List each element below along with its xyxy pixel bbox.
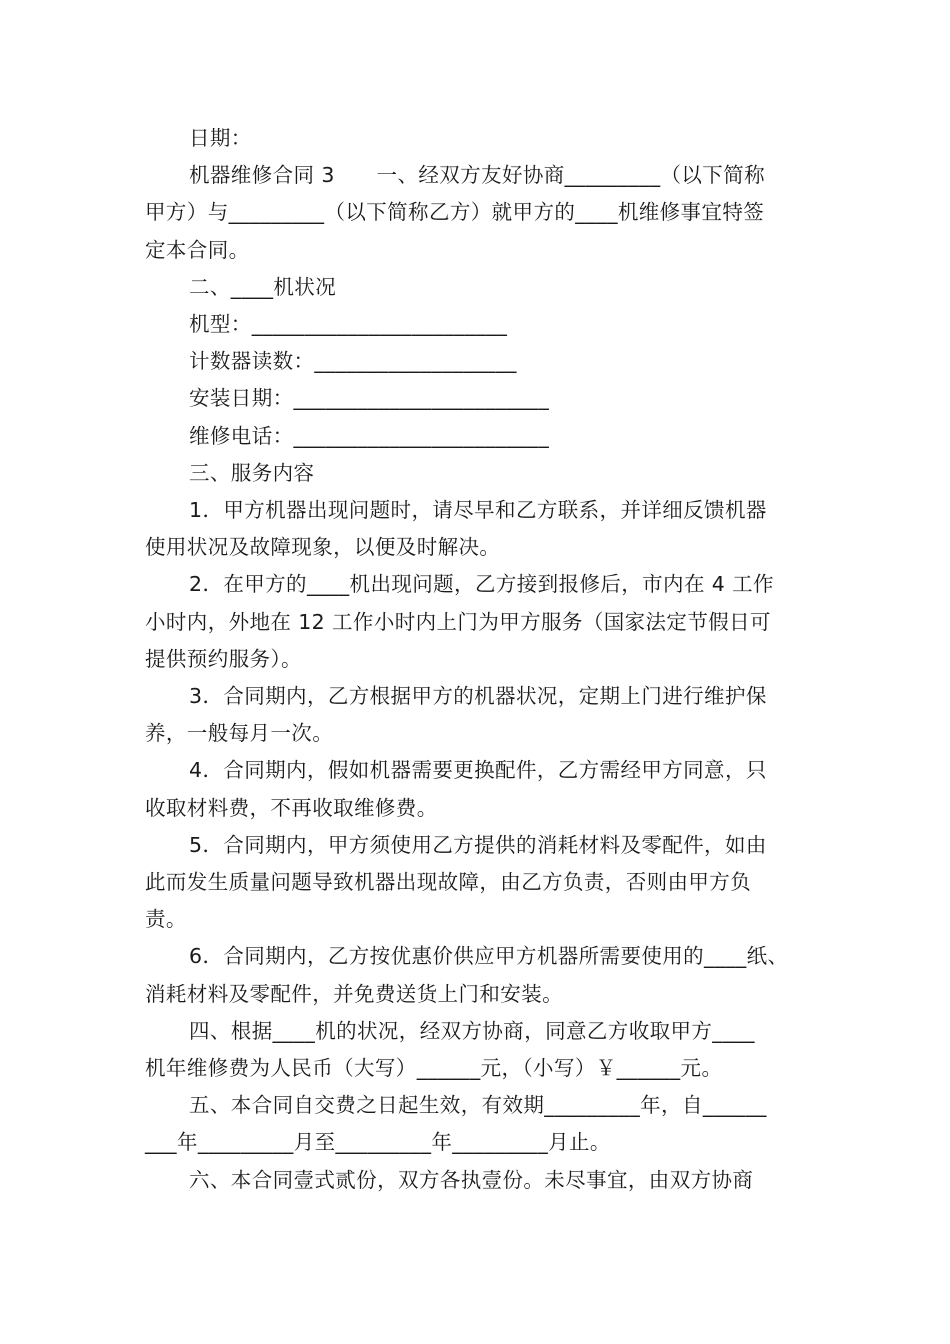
clause-3-line-2: 养，一般每月一次。 xyxy=(145,721,334,746)
clause-6-line-2: 消耗材料及零配件，并免费送货上门和安装。 xyxy=(145,981,563,1006)
section-six-line-1: 六、本合同壹式贰份，双方各执壹份。未尽事宜，由双方协商 xyxy=(189,1167,754,1192)
repair-phone-line: 维修电话：________________________ xyxy=(189,423,550,448)
clause-5-line-3: 责。 xyxy=(145,907,187,932)
contract-intro-line-3: 定本合同。 xyxy=(145,237,250,262)
section-four-line-1: 四、根据____机的状况，经双方协商，同意乙方收取甲方____ xyxy=(189,1018,755,1043)
install-date-line: 安装日期：________________________ xyxy=(189,386,550,411)
section-three-heading: 三、服务内容 xyxy=(189,460,315,485)
section-five-line-1: 五、本合同自交费之日起生效，有效期_________年，自______ xyxy=(189,1093,767,1118)
clause-4-line-1: 4．合同期内，假如机器需要更换配件，乙方需经甲方同意，只 xyxy=(189,758,767,783)
document-body xyxy=(145,120,810,1199)
contract-intro-line-2: 甲方）与_________（以下简称乙方）就甲方的____机维修事宜特签 xyxy=(145,200,765,225)
clause-2-line-2: 小时内，外地在 12 工作小时内上门为甲方服务（国家法定节假日可 xyxy=(145,609,771,634)
date-line: 日期： xyxy=(189,126,252,150)
clause-5-line-1: 5．合同期内，甲方须使用乙方提供的消耗材料及零配件，如由 xyxy=(189,832,767,857)
clause-5-line-2: 此而发生质量问题导致机器出现故障，由乙方负责，否则由甲方负 xyxy=(145,870,752,895)
clause-1-line-1: 1．甲方机器出现问题时，请尽早和乙方联系，并详细反馈机器 xyxy=(189,498,767,523)
contract-intro-line-1: 机器维修合同 3 一、经双方友好协商_________（以下简称 xyxy=(189,163,766,188)
clause-1-line-2: 使用状况及故障现象，以便及时解决。 xyxy=(145,535,501,560)
clause-2-line-3: 提供预约服务）。 xyxy=(145,646,302,671)
machine-model-line: 机型：________________________ xyxy=(189,312,508,337)
counter-reading-line: 计数器读数：___________________ xyxy=(189,349,517,374)
clause-3-line-1: 3．合同期内，乙方根据甲方的机器状况，定期上门进行维护保 xyxy=(189,684,767,709)
clause-4-line-2: 收取材料费，不再收取维修费。 xyxy=(145,795,438,820)
section-two-heading: 二、____机状况 xyxy=(189,274,337,299)
section-four-line-2: 机年维修费为人民币（大写）______元，（小写）￥______元。 xyxy=(145,1056,723,1081)
clause-6-line-1: 6．合同期内，乙方按优惠价供应甲方机器所需要使用的____纸、 xyxy=(189,944,789,969)
clause-2-line-1: 2．在甲方的____机出现问题，乙方接到报修后，市内在 4 工作 xyxy=(189,572,774,597)
section-five-line-2: ___年_________月至_________年_________月止。 xyxy=(145,1130,611,1155)
